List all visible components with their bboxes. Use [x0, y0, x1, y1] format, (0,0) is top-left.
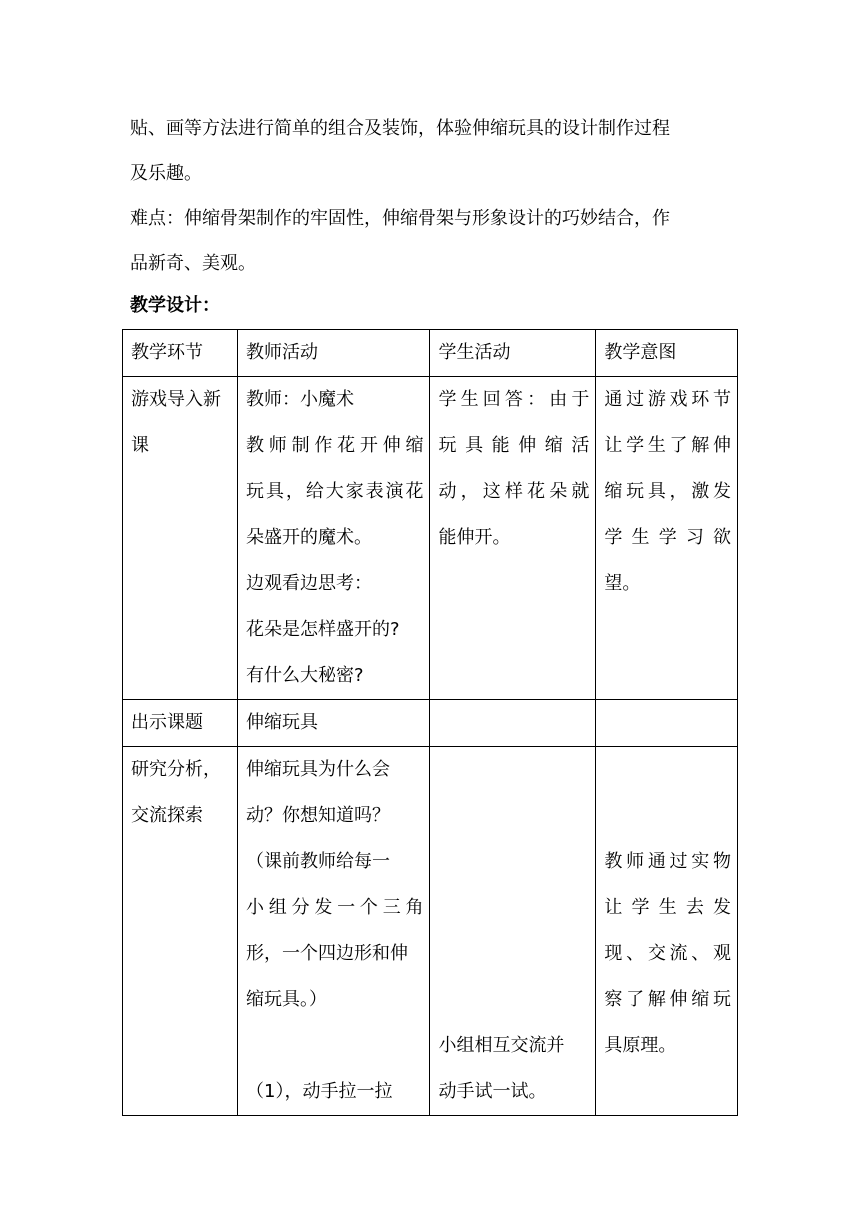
difficulty-line: 品新奇、美观。: [130, 253, 256, 274]
cell-line: 研究分析，: [131, 759, 221, 780]
cell-line: 教师：小魔术: [246, 389, 355, 410]
cell-spacer: [438, 839, 589, 885]
cell-line: 有什么大秘密?: [246, 665, 364, 686]
cell-spacer: [438, 747, 589, 793]
cell-spacer: [604, 793, 731, 839]
cell-line: 让学生了解伸: [604, 435, 731, 456]
cell-line: 通过游戏环节: [604, 389, 731, 410]
table-header-row: [123, 330, 738, 377]
cell-spacer: [438, 793, 589, 839]
intent-cell: [596, 377, 738, 700]
cell-line: 玩具，给大家表演花: [246, 481, 424, 502]
intent-cell: [596, 700, 738, 747]
cell-line: 伸缩玩具: [246, 712, 319, 733]
cell-line: 缩玩具。）: [246, 989, 328, 1010]
cell-line: 朵盛开的魔术。: [246, 527, 373, 548]
teacher-cell: [238, 700, 430, 747]
cell-line: 小组分发一个三角: [246, 897, 424, 918]
cell-line: 玩具能伸缩活: [438, 435, 590, 456]
cell-line: （课前教师给每一: [246, 851, 391, 872]
cell-line: 教师通过实物: [604, 851, 731, 872]
header-student: 学生活动: [430, 330, 596, 377]
cell-line: 伸缩玩具为什么会: [246, 759, 391, 780]
cell-line: 游戏导入新: [131, 389, 221, 410]
teacher-cell: [238, 377, 430, 700]
lesson-design-table: [122, 329, 738, 1116]
difficulty-paragraph: [130, 196, 742, 286]
cell-line: 交流探索: [131, 805, 203, 826]
intro-line: 及乐趣。: [130, 163, 202, 184]
student-cell: [430, 700, 596, 747]
cell-line: 小组相互交流并: [438, 1035, 565, 1056]
student-cell: [430, 747, 596, 1116]
cell-spacer: [246, 1023, 423, 1069]
cell-line: 教师制作花开伸缩: [246, 435, 424, 456]
table-row: [123, 700, 738, 747]
cell-line: 动？你想知道吗？: [246, 805, 391, 826]
cell-line: 具原理。: [604, 1035, 677, 1056]
header-intent: 教学意图: [596, 330, 738, 377]
stage-cell: [123, 700, 238, 747]
cell-line: 察了解伸缩玩: [604, 989, 731, 1010]
cell-line: 学生回答：由于: [438, 389, 590, 410]
cell-line: 动，这样花朵就: [438, 481, 590, 502]
stage-cell: [123, 377, 238, 700]
section-title: 教学设计：: [130, 295, 220, 316]
cell-line: （1），动手拉一拉: [246, 1081, 393, 1102]
header-stage: 教学环节: [123, 330, 238, 377]
table-row: [123, 377, 738, 700]
cell-spacer: [438, 977, 589, 1023]
cell-line: 花朵是怎样盛开的?: [246, 619, 400, 640]
table-row: [123, 747, 738, 1116]
cell-line: 形，一个四边形和伸: [246, 943, 409, 964]
intro-paragraph: [130, 106, 742, 196]
cell-spacer: [438, 885, 589, 931]
cell-line: 出示课题: [131, 712, 203, 733]
stage-cell: [123, 747, 238, 1116]
header-teacher: 教师活动: [238, 330, 430, 377]
cell-line: 课: [131, 435, 149, 456]
intent-cell: [596, 747, 738, 1116]
teacher-cell: [238, 747, 430, 1116]
cell-line: 动手试一试。: [438, 1081, 547, 1102]
cell-line: 学生学习欲: [604, 527, 731, 548]
cell-line: 让学生去发: [604, 897, 731, 918]
student-cell: [430, 377, 596, 700]
intro-line: 贴、画等方法进行简单的组合及装饰，体验伸缩玩具的设计制作过程: [130, 118, 670, 139]
cell-line: 边观看边思考：: [246, 573, 373, 594]
cell-line: 能伸开。: [438, 527, 511, 548]
cell-line: 望。: [604, 573, 641, 594]
cell-line: 现、交流、观: [604, 943, 731, 964]
cell-line: 缩玩具，激发: [604, 481, 731, 502]
difficulty-line: 难点：伸缩骨架制作的牢固性，伸缩骨架与形象设计的巧妙结合，作: [130, 208, 670, 229]
cell-spacer: [438, 931, 589, 977]
cell-spacer: [604, 747, 731, 793]
